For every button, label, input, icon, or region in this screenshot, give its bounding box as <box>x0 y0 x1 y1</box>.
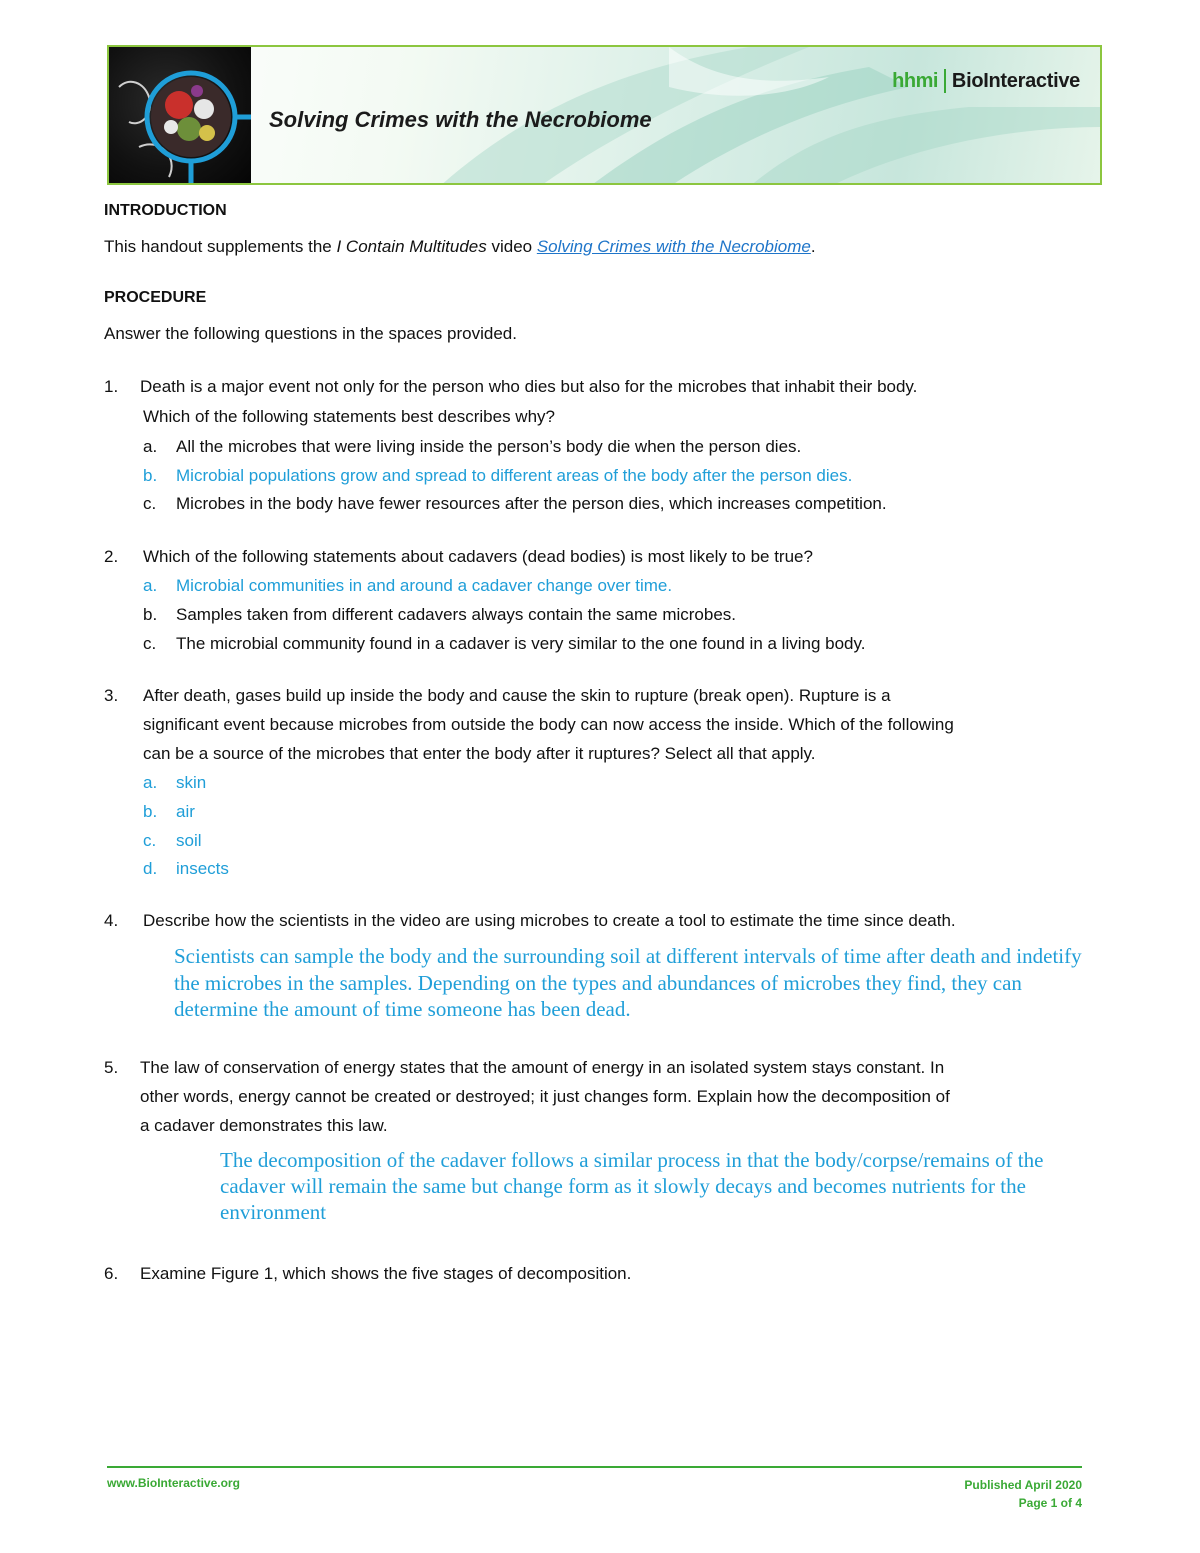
option-text: All the microbes that were living inside the person’s body die when the person dies. <box>176 437 802 456</box>
question-number: 2. <box>104 547 119 566</box>
header-banner <box>107 45 1102 185</box>
intro-text-after: . <box>810 237 816 256</box>
option-letter: d. <box>143 859 158 878</box>
written-answer-line: cadaver will remain the same but change form as it slowly decays and becomes nutrients for the <box>220 1174 1026 1198</box>
logo-divider <box>944 69 946 93</box>
header-photo <box>109 47 251 183</box>
option-letter: c. <box>143 634 157 653</box>
video-link[interactable]: Solving Crimes with the Necrobiome <box>536 237 811 256</box>
written-answer-line: environment <box>220 1200 327 1224</box>
option-text: Microbes in the body have fewer resources after the person dies, which increases competition. <box>176 494 887 513</box>
footer-publication-info <box>964 1476 1082 1512</box>
question-text: Examine Figure 1, which shows the five stages of decomposition. <box>140 1264 632 1283</box>
option-letter: c. <box>143 831 157 850</box>
question-text: other words, energy cannot be created or destroyed; it just changes form. Explain how the decomposition of <box>140 1087 950 1106</box>
written-answer-line: determine the amount of time someone has been dead. <box>174 997 631 1021</box>
intro-series-name: I Contain Multitudes <box>336 237 487 256</box>
footer-divider <box>107 1466 1082 1468</box>
procedure-heading: PROCEDURE <box>104 289 207 306</box>
question-text: Death is a major event not only for the person who dies but also for the microbes that inhabit their body. <box>140 377 918 396</box>
option-letter: a. <box>143 437 158 456</box>
question-text: The law of conservation of energy states that the amount of energy in an isolated system stays constant. In <box>140 1058 945 1077</box>
option-text: The microbial community found in a cadaver is very similar to the one found in a living body. <box>176 634 866 653</box>
selected-answer-option: insects <box>176 859 229 878</box>
logo-biointeractive-text: BioInteractive <box>951 69 1080 92</box>
intro-text-before: This handout supplements the <box>104 237 337 256</box>
page-number: Page 1 of 4 <box>1018 1496 1082 1510</box>
selected-answer-option: skin <box>176 773 207 792</box>
written-answer-line: The decomposition of the cadaver follows a similar process in that the body/corpse/remains of the <box>220 1148 1044 1172</box>
question-text: can be a source of the microbes that enter the body after it ruptures? Select all that apply. <box>143 744 816 763</box>
question-number: 6. <box>104 1264 119 1283</box>
logo-hhmi-text: hhmi <box>892 69 938 92</box>
question-number: 4. <box>104 911 119 930</box>
option-letter: b. <box>143 605 158 624</box>
option-letter: a. <box>143 576 158 595</box>
written-answer-line: Scientists can sample the body and the surrounding soil at different intervals of time after death and indetify <box>174 944 1082 968</box>
question-number: 1. <box>104 377 119 396</box>
question-text: a cadaver demonstrates this law. <box>140 1116 388 1135</box>
option-text: Samples taken from different cadavers always contain the same microbes. <box>176 605 737 624</box>
option-letter: b. <box>143 802 158 821</box>
question-number: 3. <box>104 686 119 705</box>
intro-text-mid: video <box>486 237 537 256</box>
option-letter: a. <box>143 773 158 792</box>
published-date: Published April 2020 <box>964 1478 1082 1492</box>
question-text: Which of the following statements about cadavers (dead bodies) is most likely to be true? <box>143 547 813 566</box>
question-number: 5. <box>104 1058 119 1077</box>
question-text: Describe how the scientists in the video are using microbes to create a tool to estimate the time since death. <box>143 911 956 930</box>
selected-answer-option: Microbial communities in and around a cadaver change over time. <box>176 576 673 595</box>
question-text: Which of the following statements best describes why? <box>143 407 555 426</box>
selected-answer-option: Microbial populations grow and spread to different areas of the body after the person dies. <box>176 466 853 485</box>
option-letter: c. <box>143 494 157 513</box>
procedure-instructions: Answer the following questions in the spaces provided. <box>104 324 517 343</box>
option-letter: b. <box>143 466 158 485</box>
selected-answer-option: soil <box>176 831 202 850</box>
footer-website-link[interactable]: www.BioInteractive.org <box>107 1476 240 1490</box>
microbe-magnifier-icon <box>109 47 251 183</box>
intro-heading: INTRODUCTION <box>104 202 227 219</box>
selected-answer-option: air <box>176 802 195 821</box>
question-text: significant event because microbes from outside the body can now access the inside. Which of the following <box>143 715 954 734</box>
intro-paragraph <box>104 237 816 257</box>
written-answer-line: the microbes in the samples. Depending on the types and abundances of microbes they find, they can <box>174 971 1022 995</box>
question-text: After death, gases build up inside the body and cause the skin to rupture (break open). Rupture is a <box>143 686 891 705</box>
hhmi-biointeractive-logo <box>892 69 1080 93</box>
page-title: Solving Crimes with the Necrobiome <box>269 107 652 132</box>
